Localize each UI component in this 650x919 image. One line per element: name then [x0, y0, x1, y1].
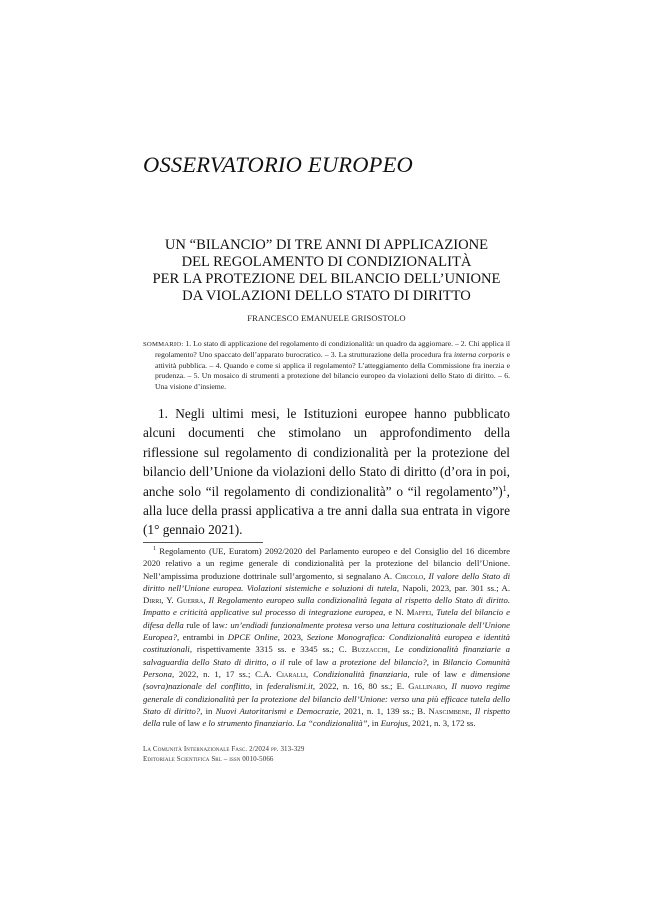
- footnote-segment: , in: [249, 681, 267, 692]
- footnote-author: Nascimbene: [428, 705, 470, 716]
- article-title-line: DEL REGOLAMENTO DI CONDIZIONALITÀ: [181, 254, 472, 270]
- footnote-segment: ,: [423, 570, 429, 581]
- footnote-segment: ,: [203, 595, 209, 606]
- footnote-italic: Le condizionalità finanziarie a salvaguardia dello Stato di diritto, o il: [143, 644, 510, 667]
- summary-label: SOMMARIO:: [143, 341, 184, 348]
- footnote-segment: , e N.: [383, 607, 407, 618]
- footnote-segment: , rispettivamente 3315 ss. e 3345 ss.; C.: [189, 644, 352, 655]
- footnote-italic: Nuovi Autoritarismi e Democrazie: [215, 705, 339, 716]
- footnote-segment: , 2021, n. 1, 139 ss.; B.: [338, 705, 429, 716]
- footnote-italic: Condizionalità finanziaria,: [312, 668, 410, 679]
- body-paragraph: [143, 404, 510, 540]
- footnote-segment: , 2023,: [277, 632, 307, 643]
- footnote-segment: ,: [306, 668, 313, 679]
- journal-citation: La Comunità Internazionale Fasc. 2/2024 pp. 313-329: [143, 745, 305, 753]
- footnote-italic: e lo strumento finanziario. La “condizionalità”: [202, 718, 368, 729]
- summary: [143, 339, 510, 392]
- footnote-segment: , Napoli, 2023, par. 301 ss.; A.: [396, 582, 510, 593]
- footnote-segment: ,: [431, 607, 437, 618]
- footnote-author: Dirri: [143, 595, 162, 606]
- footnote-italic: : un’endiadi funzionalmente protesa verso una lettura costituzionale dell’Unione Europea?: [143, 619, 510, 643]
- footnote-italic: a protezione del bilancio?: [332, 656, 427, 667]
- footnote-author: Buzzacchi: [351, 644, 388, 655]
- summary-text: 1. Lo stato di applicazione del regolamento di condizionalità: un quadro da aggiornare. – 2. Chi applica il regolamento? Uno spaccato dell’apparato burocratico. – 3. La strutturazione della procedura fra: [155, 339, 510, 360]
- footnote-segment: , 2021, n. 3, 172 ss.: [407, 718, 476, 729]
- article-title: [143, 237, 510, 305]
- footnote-author: Guerra: [176, 595, 204, 606]
- footnote-segment: , 2022, n. 16, 80 ss.; E.: [312, 681, 409, 692]
- footnote-text: [143, 546, 510, 728]
- footnote-segment: , in: [200, 705, 216, 716]
- journal-info: [143, 745, 510, 764]
- summary-text: e attività pubblica. – 4. Quando e come si applica il regolamento? L’atteggiamento della Commissione fra inerzia e prudenza. – 5. Un mosaico di strumenti a protezione del bilancio europeo da violazioni dello Stato di diritto. – 6. Una visione d’insieme.: [155, 350, 511, 391]
- author-name: FRANCESCO EMANUELE GRISOSTOLO: [247, 313, 406, 323]
- footnote-segment: Regolamento (UE, Euratom) 2092/2020 del Parlamento europeo e del Consiglio del 16 dicembre 2020 relativo a un regime generale di condizionalità per la protezione del bilancio dell’Unione. Nell’ampissima produzione dottrinale sull’argomento, si segnalano A.: [143, 546, 510, 581]
- footnote-italic: Sezione Monografica: Condizionalità europea e identità costituzionali: [143, 632, 511, 655]
- footnote-author: Maffei: [406, 607, 432, 618]
- footnote-italic: Bilancio Comunità Persona: [143, 656, 510, 679]
- footnote-italic: Il Regolamento europeo sulla condizionalità legata al rispetto dello Stato di diritto. Impatto e criticità applicative sul processo di integrazione europea: [143, 595, 510, 618]
- footnote-segment: , in: [367, 718, 381, 729]
- footnote-author: Circolo: [395, 570, 424, 581]
- section-title: OSSERVATORIO EUROPEO: [143, 152, 414, 177]
- publisher-info: Editoriale Scientifica Srl – issn 0010-5066: [143, 754, 274, 763]
- footnote-italic: Eurojus: [380, 718, 408, 729]
- footnote-italic: DPCE Online: [227, 632, 278, 643]
- footnote-italic: federalismi.it: [266, 681, 313, 692]
- footnote: [143, 545, 510, 729]
- footnote-segment: rule of law: [284, 656, 333, 667]
- footnote-italic: e dimensione (sovra)nazionale del conflitto: [143, 668, 510, 692]
- footnote-segment: ,: [387, 644, 395, 655]
- footnote-author: Ciaralli: [276, 668, 307, 679]
- footnote-separator: [143, 542, 263, 543]
- footnote-segment: , entrambi in: [176, 632, 228, 643]
- body-text: 1. Negli ultimi mesi, le Istituzioni europee hanno pubblicato alcuni documenti che stimolano un approfondimento della riflessione sul regolamento di condizionalità per la protezione del bilancio dell’Unione da violazioni dello Stato di diritto (d’ora in poi, anche solo “il regolamento di condizionalità” o “il regolamento”): [143, 406, 510, 499]
- body-text: , alla luce della prassi applicativa a tre anni dalla sua entrata in vigore (1° gennaio 2021).: [143, 483, 510, 538]
- footnote-italic: Il rispetto della: [143, 705, 510, 729]
- footnote-number: 1: [153, 546, 156, 552]
- summary-italic: interna corporis: [454, 350, 505, 360]
- footnote-italic: Il valore dello Stato di diritto nell’Unione europea. Violazioni sistemiche e soluzioni di tutela: [143, 570, 511, 593]
- footnote-segment: , 2022, n. 1, 17 ss.; C.A.: [171, 668, 277, 679]
- footnote-reference[interactable]: 1: [502, 483, 507, 493]
- footnote-segment: rule of law: [160, 718, 203, 729]
- footnote-segment: rule of law: [409, 668, 462, 679]
- footnote-segment: ,: [469, 705, 475, 716]
- article-title-line: UN “BILANCIO” DI TRE ANNI DI APPLICAZIONE: [164, 237, 489, 253]
- article-title-line: PER LA PROTEZIONE DEL BILANCIO DELL’UNIONE: [152, 271, 501, 287]
- footnote-italic: Tutela del bilancio e difesa della: [143, 607, 510, 630]
- footnote-italic: Il nuovo regime generale di condizionalità per la protezione del bilancio dell’Unione: verso una più efficace tutela dello Stato di diritto?: [143, 681, 510, 716]
- article-title-line: DA VIOLAZIONI DELLO STATO DI DIRITTO: [182, 288, 471, 304]
- footnote-segment: , Y.: [161, 595, 177, 606]
- footnote-segment: rule of law: [183, 619, 225, 630]
- footnote-segment: , in: [426, 656, 443, 667]
- footnote-author: Gallinaro: [408, 681, 446, 692]
- footnote-segment: ,: [445, 681, 452, 692]
